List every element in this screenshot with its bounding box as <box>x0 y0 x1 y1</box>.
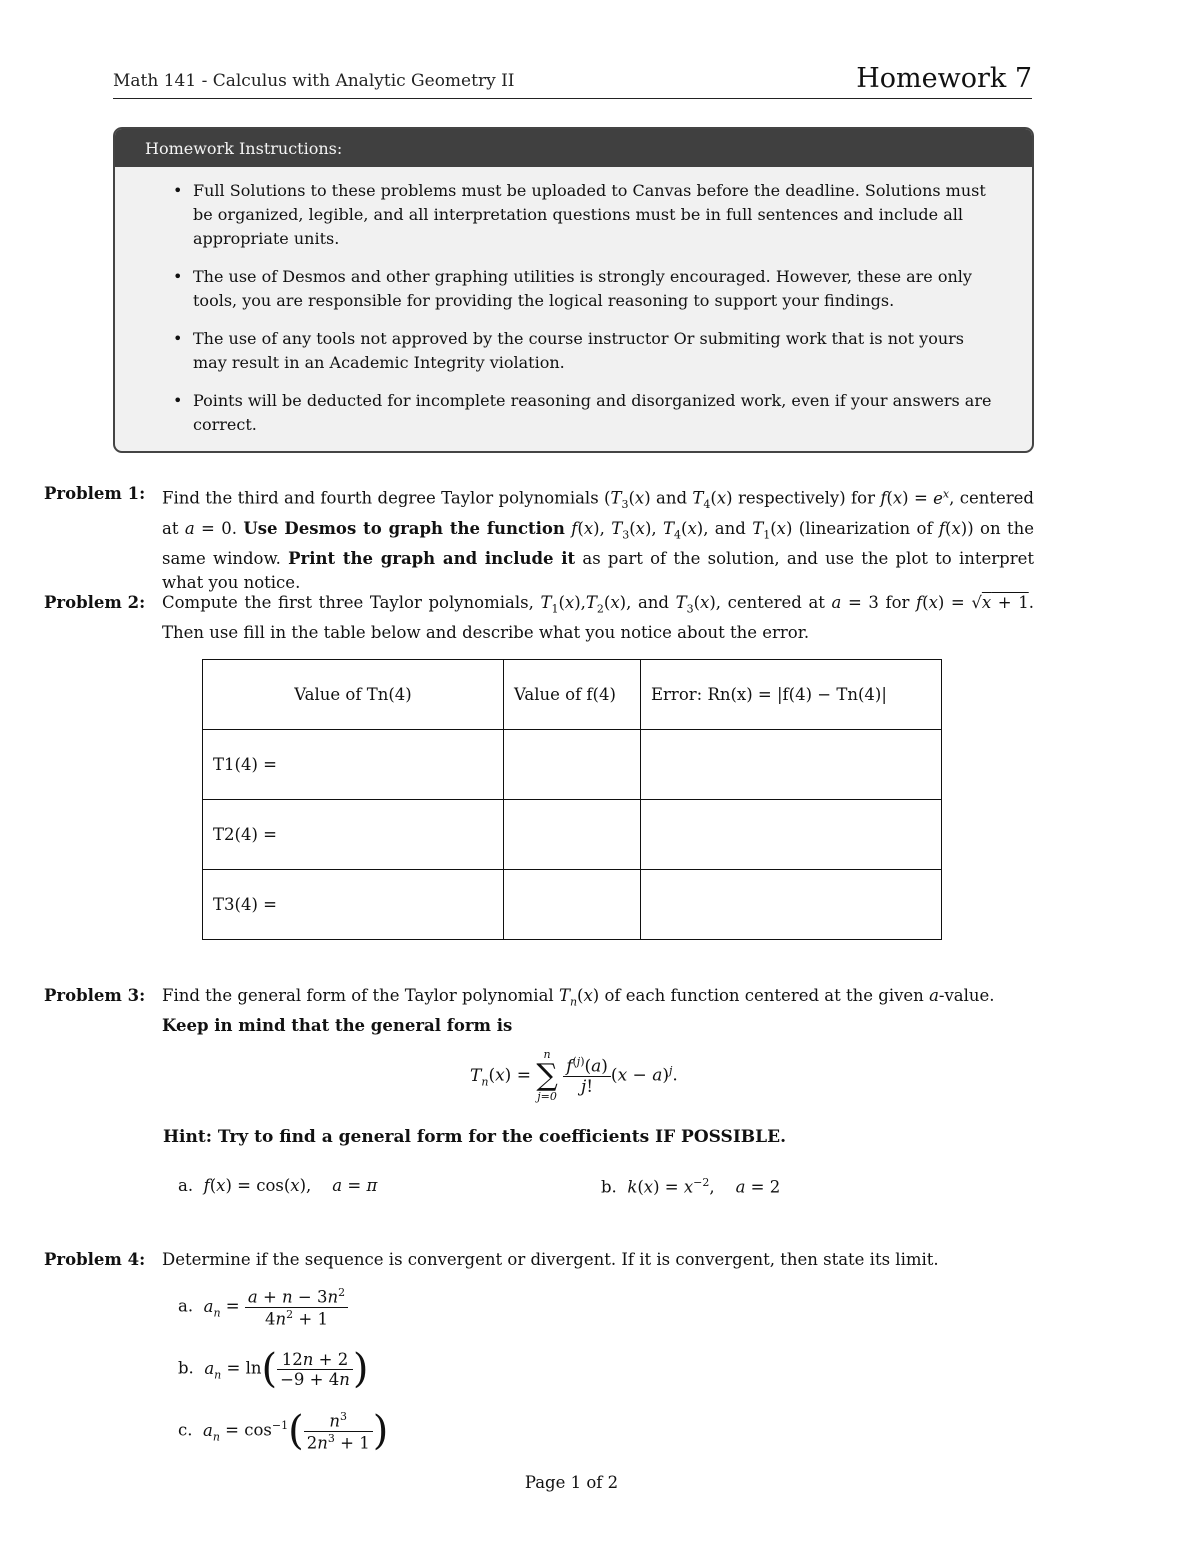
instruction-item: • Full Solutions to these problems must be uploaded to Canvas before the deadline. Solutions must be organized, legible, and all interpretation questions must be in full sentences and include all appropriate units. <box>193 179 993 251</box>
problem-4a: a. $a_n$ = $\frac{a + n - 3n^2}{4n^2 + 1}$ <box>178 1286 348 1328</box>
table-cell: T2(4) = <box>203 800 504 870</box>
instructions-list <box>115 179 1032 437</box>
problem-2 <box>44 591 1034 645</box>
problem-4b: b. $a_n = \ln$( $\frac{12n + 2}{-9 + 4n}$ ) <box>178 1346 369 1392</box>
table-cell[interactable] <box>504 800 641 870</box>
problem-4 <box>44 1248 1034 1272</box>
instruction-item: • The use of Desmos and other graphing utilities is strongly encouraged. However, these are only tools, you are responsible for providing the logical reasoning to support your findings. <box>193 265 993 313</box>
instruction-item: • The use of any tools not approved by the course instructor Or submiting work that is not yours may result in an Academic Integrity violation. <box>193 327 993 375</box>
table-cell: T1(4) = <box>203 730 504 800</box>
table-cell[interactable] <box>641 800 942 870</box>
table-cell[interactable] <box>641 730 942 800</box>
problem-3-label: Problem 3: <box>44 986 146 1005</box>
error-table <box>202 659 942 940</box>
table-cell[interactable] <box>504 730 641 800</box>
problem-3a: a. f(x) = cos(x), a = π <box>178 1176 378 1195</box>
table-cell[interactable] <box>641 870 942 940</box>
problem-1-text: Find the third and fourth degree Taylor polynomials ($T_3(x)$ and $T_4(x)$ respectively) for $f(x) = e^x$, centered at a = 0. Use Desmos to graph the function f(x), $T_3(x)$, $T_4(x)$, and $T_1(x)$ (linearization of f(x)) on the same window. Print the graph and include it as part of the solution, and use the plot to interpret what you notice. <box>162 487 1035 593</box>
problem-3-text: Find the general form of the Taylor polynomial $T_n(x)$ of each function centered at the given a-value. Keep in mind that the general form is <box>162 986 995 1036</box>
problem-3-hint: Hint: Try to find a general form for the coefficients IF POSSIBLE. <box>163 1127 786 1147</box>
instructions-title: Homework Instructions: <box>115 129 1032 167</box>
instruction-item: • Points will be deducted for incomplete reasoning and disorganized work, even if your answers are correct. <box>193 389 993 437</box>
page-number: Page 1 of 2 <box>524 1473 619 1492</box>
course-title: Math 141 - Calculus with Analytic Geometry II <box>113 71 515 91</box>
taylor-general-formula: $T_n(x)$ = n ∑ j=0 $\frac{f^{(j)}(a)}{j!}$ $(x - a)^j$. <box>470 1048 678 1103</box>
problem-4-text: Determine if the sequence is convergent or divergent. If it is convergent, then state its limit. <box>162 1250 939 1269</box>
table-header: Value of Tn(4) <box>203 660 504 730</box>
problem-4-label: Problem 4: <box>44 1250 146 1269</box>
table-row <box>203 800 942 870</box>
problem-3b: b. $k(x) = x^{-2}$, a = 2 <box>601 1176 781 1197</box>
table-row <box>203 730 942 800</box>
problem-2-label: Problem 2: <box>44 593 146 612</box>
table-header: Error: Rn(x) = |f(4) − Tn(4)| <box>641 660 942 730</box>
problem-3 <box>44 984 1034 1038</box>
table-header: Value of f(4) <box>504 660 641 730</box>
instructions-box <box>113 127 1034 453</box>
problem-1 <box>44 482 1034 595</box>
problem-2-text: Compute the first three Taylor polynomials, $T_1(x),T_2(x)$, and $T_3(x)$, centered at a = 3 for f(x) = √x + 1. Then use fill in the table below and describe what you notice about the error. <box>162 593 1034 643</box>
problem-4c: c. $a_n = \cos^{-1}$( $\frac{n^3}{2n^3 + 1}$ ) <box>178 1408 389 1454</box>
table-cell[interactable] <box>504 870 641 940</box>
table-row <box>203 870 942 940</box>
homework-title: Homework 7 <box>856 63 1032 94</box>
problem-1-label: Problem 1: <box>44 484 146 503</box>
header-rule <box>113 98 1032 99</box>
table-cell: T3(4) = <box>203 870 504 940</box>
table-header-row <box>203 660 942 730</box>
